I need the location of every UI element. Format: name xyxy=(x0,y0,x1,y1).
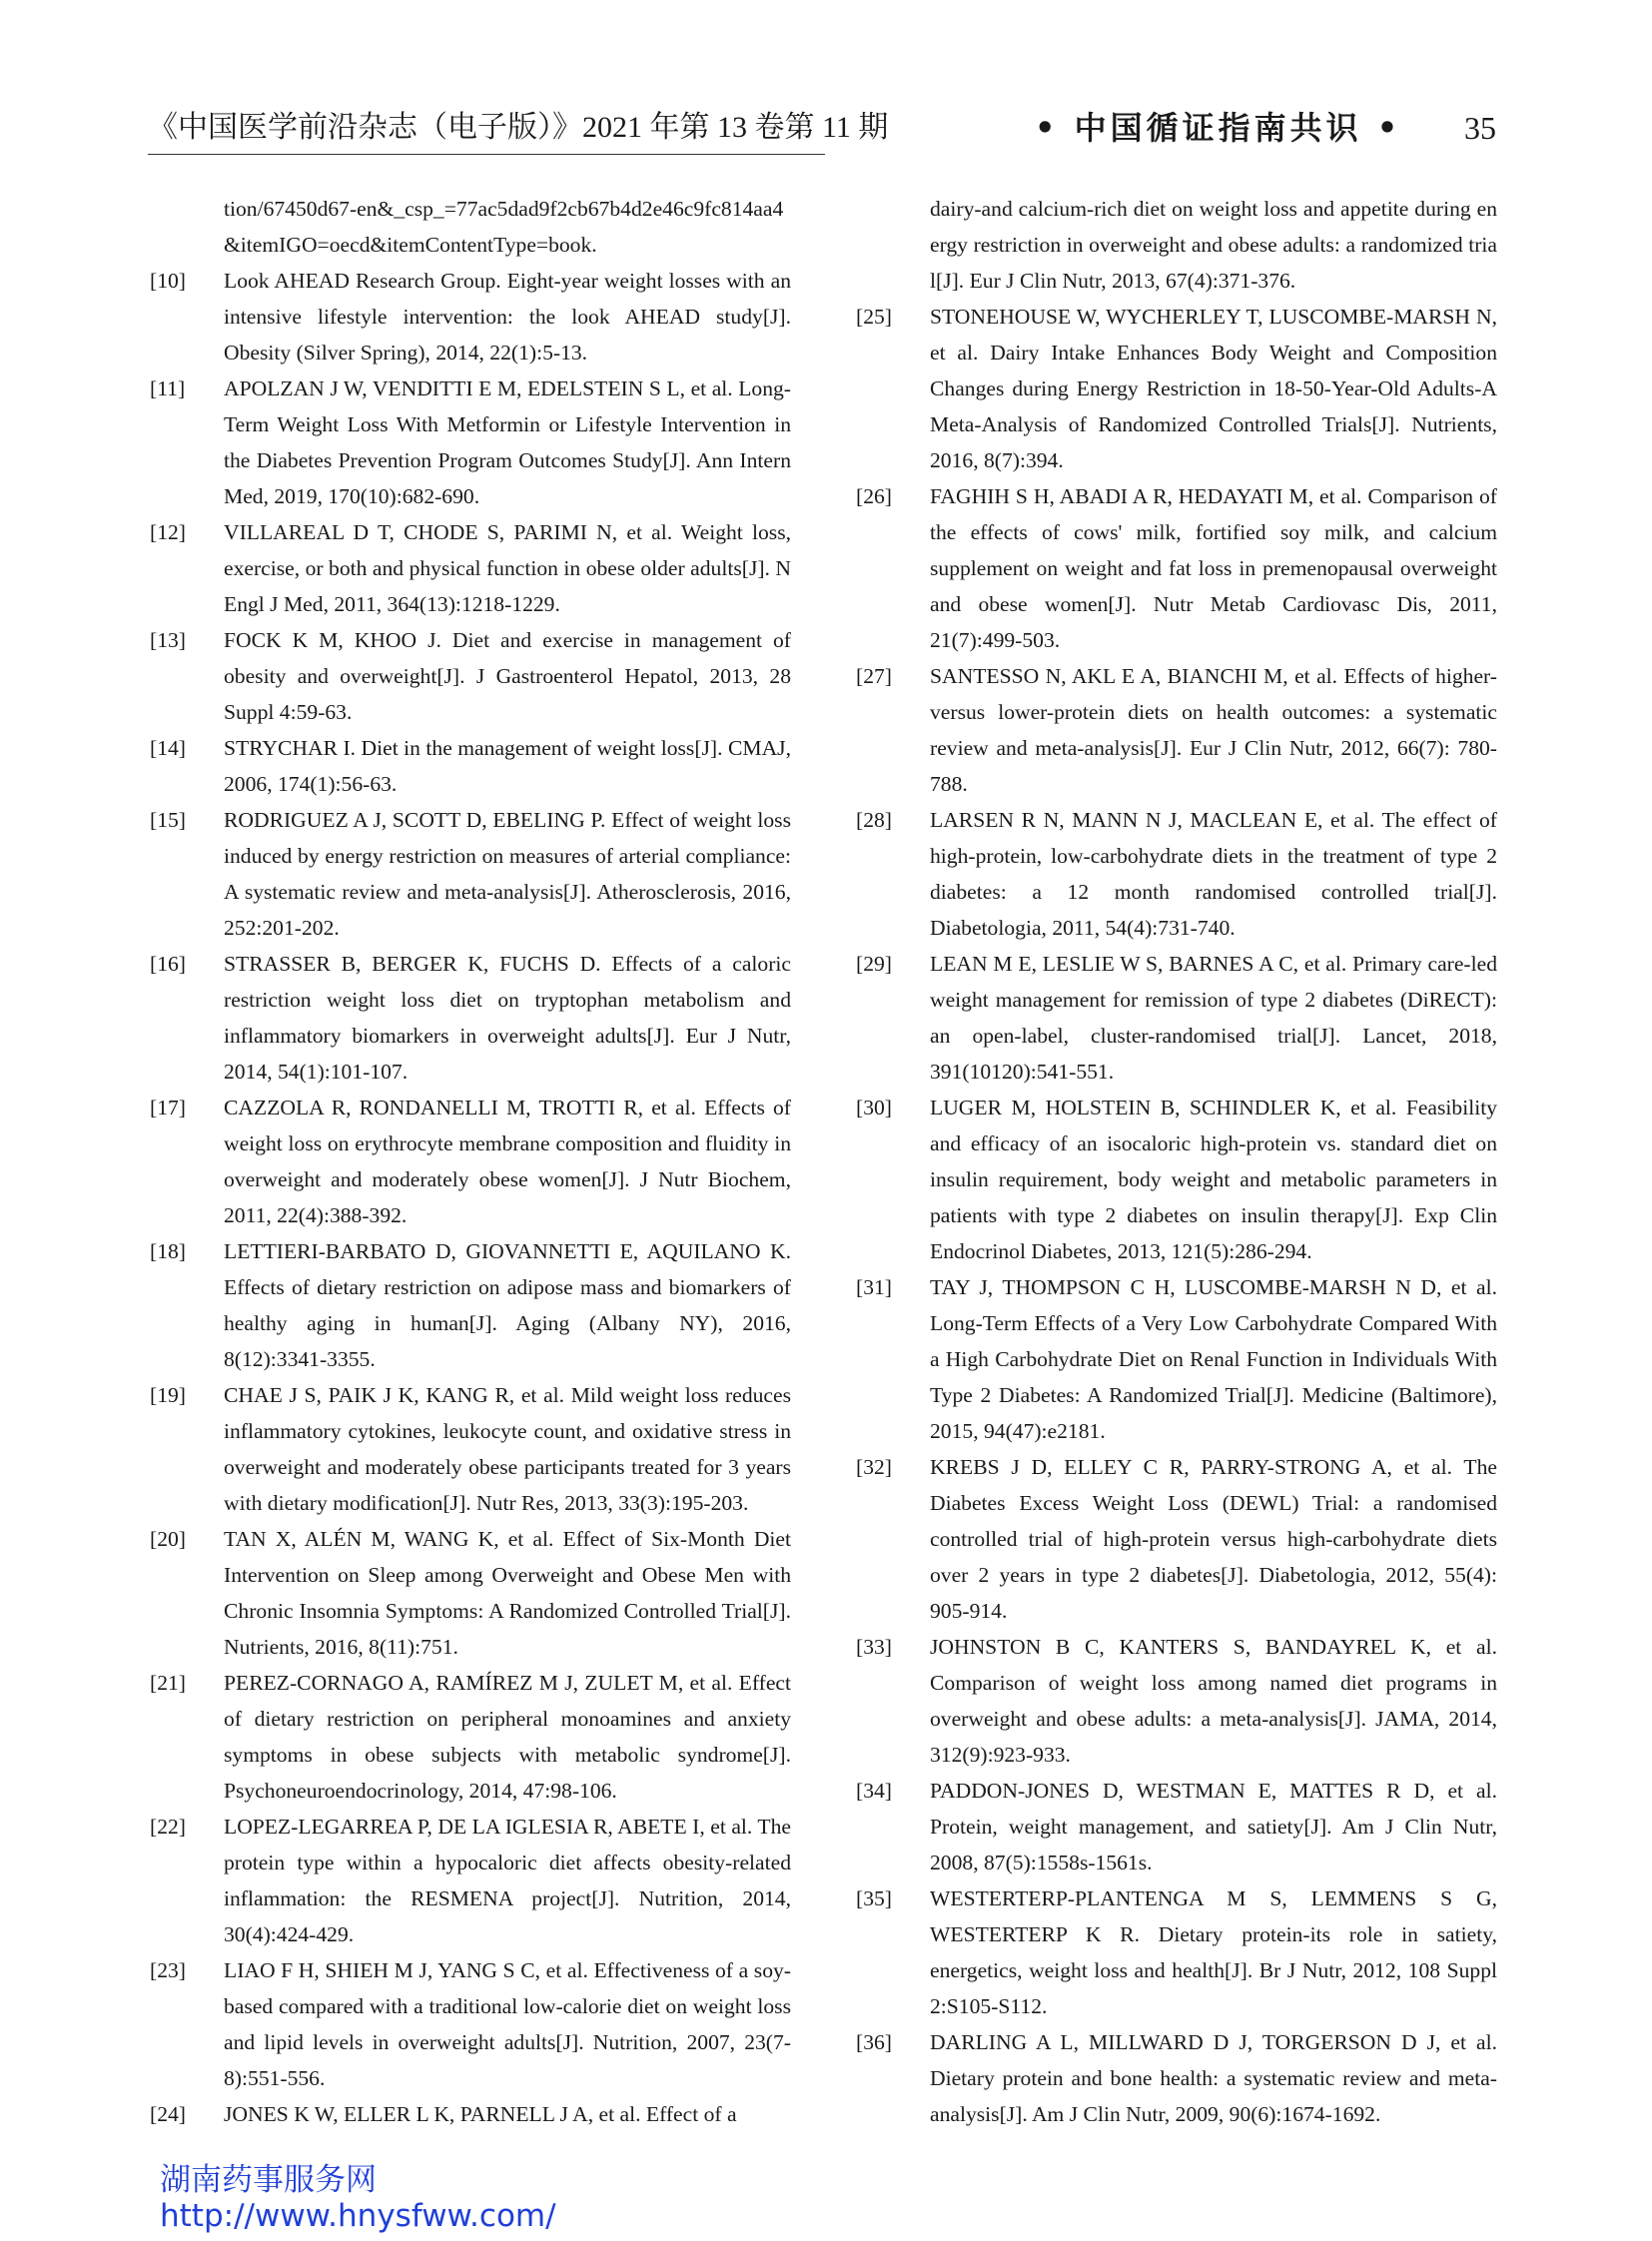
reference-number: [24] xyxy=(150,2102,186,2126)
reference-text: LEAN M E, LESLIE W S, BARNES A C, et al. Primary care-led weight management for remission of type 2 diabetes (DiRECT): an open-label, cluster-randomised trial[J]. Lancet, 2018, 391(10120):541-551. xyxy=(930,952,1497,1084)
reference-item xyxy=(854,1773,1497,1880)
reference-item xyxy=(854,802,1497,946)
reference-number: [30] xyxy=(856,1096,892,1120)
reference-number: [34] xyxy=(856,1779,892,1803)
reference-number: [35] xyxy=(856,1886,892,1910)
reference-number: [32] xyxy=(856,1455,892,1479)
reference-item xyxy=(148,1090,791,1233)
reference-number: [25] xyxy=(856,305,892,329)
reference-number: [21] xyxy=(150,1671,186,1695)
left-column xyxy=(148,191,791,2132)
reference-text: LARSEN R N, MANN N J, MACLEAN E, et al. The effect of high-protein, low-carbohydrate diets in the treatment of type 2 diabetes: a 12 month randomised controlled trial[J]. Diabetologia, 2011, 54(4):731-740. xyxy=(930,808,1497,940)
reference-text: LETTIERI-BARBATO D, GIOVANNETTI E, AQUILANO K. Effects of dietary restriction on adipose mass and biomarkers of healthy aging in human[J]. Aging (Albany NY), 2016, 8(12):3341-3355. xyxy=(224,1239,791,1371)
reference-number: [11] xyxy=(150,376,186,400)
reference-text: WESTERTERP-PLANTENGA M S, LEMMENS S G, WESTERTERP K R. Dietary protein-its role in satiety, energetics, weight loss and health[J]. Br J Nutr, 2012, 108 Suppl 2:S105-S112. xyxy=(930,1886,1497,2018)
reference-text: PADDON-JONES D, WESTMAN E, MATTES R D, et al. Protein, weight management, and satiety[J]. Am J Clin Nutr, 2008, 87(5):1558s-1561s. xyxy=(930,1779,1497,1874)
reference-number: [33] xyxy=(856,1635,892,1659)
reference-number: [22] xyxy=(150,1815,186,1839)
reference-text: LOPEZ-LEGARREA P, DE LA IGLESIA R, ABETE I, et al. The protein type within a hypocaloric diet affects obesity-related inflammation: the RESMENA project[J]. Nutrition, 2014, 30(4):424-429. xyxy=(224,1815,791,1946)
reference-text: TAN X, ALÉN M, WANG K, et al. Effect of Six-Month Diet Intervention on Sleep among Overweight and Obese Men with Chronic Insomnia Symptoms: A Randomized Controlled Trial[J]. Nutrients, 2016, 8(11):751. xyxy=(224,1527,791,1659)
reference-item xyxy=(148,371,791,514)
reference-text: LIAO F H, SHIEH M J, YANG S C, et al. Effectiveness of a soy-based compared with a traditional low-calorie diet on weight loss and lipid levels in overweight adults[J]. Nutrition, 2007, 23(7-8):551-556. xyxy=(224,1958,791,2090)
reference-item xyxy=(148,263,791,371)
reference-text: JONES K W, ELLER L K, PARNELL J A, et al. Effect of a xyxy=(224,2102,737,2126)
reference-item xyxy=(148,1377,791,1521)
reference-number: [14] xyxy=(150,736,186,760)
reference-list-right xyxy=(854,299,1497,2132)
reference-text: KREBS J D, ELLEY C R, PARRY-STRONG A, et al. The Diabetes Excess Weight Loss (DEWL) Trial: a randomised controlled trial of high-protein versus high-carbohydrate diets over 2 years in type 2 diabetes[J]. Diabetologia, 2012, 55(4): 905-914. xyxy=(930,1455,1497,1623)
reference-item xyxy=(148,514,791,622)
reference-number: [26] xyxy=(856,484,892,508)
reference-number: [29] xyxy=(856,952,892,976)
reference-number: [28] xyxy=(856,808,892,832)
reference-text: TAY J, THOMPSON C H, LUSCOMBE-MARSH N D, et al. Long-Term Effects of a Very Low Carbohydrate Compared With a High Carbohydrate Diet on Renal Function in Individuals With Type 2 Diabetes: A Randomized Trial[J]. Medicine (Baltimore), 2015, 94(47):e2181. xyxy=(930,1275,1497,1443)
reference-item xyxy=(854,299,1497,478)
reference-item xyxy=(148,1233,791,1377)
reference-number: [36] xyxy=(856,2030,892,2054)
reference-text: STONEHOUSE W, WYCHERLEY T, LUSCOMBE-MARSH N, et al. Dairy Intake Enhances Body Weight and Composition Changes during Energy Restriction in 18-50-Year-Old Adults-A Meta-Analysis of Randomized Controlled Trials[J]. Nutrients, 2016, 8(7):394. xyxy=(930,305,1497,472)
section-title: • 中国循证指南共识 • xyxy=(1035,109,1402,147)
reference-text: LUGER M, HOLSTEIN B, SCHINDLER K, et al. Feasibility and efficacy of an isocaloric high-protein vs. standard diet on insulin requirement, body weight and metabolic parameters in patients with type 2 diabetes on insulin therapy[J]. Exp Clin Endocrinol Diabetes, 2013, 121(5):286-294. xyxy=(930,1096,1497,1263)
reference-number: [10] xyxy=(150,269,186,293)
reference-text: STRYCHAR I. Diet in the management of weight loss[J]. CMAJ, 2006, 174(1):56-63. xyxy=(224,736,791,796)
reference-item xyxy=(148,1809,791,1952)
reference-text: DARLING A L, MILLWARD D J, TORGERSON D J, et al. Dietary protein and bone health: a systematic review and meta-analysis[J]. Am J Clin Nutr, 2009, 90(6):1674-1692. xyxy=(930,2030,1497,2126)
watermark-name: 湖南药事服务网 xyxy=(160,2162,377,2198)
reference-item xyxy=(854,946,1497,1090)
reference-text: CHAE J S, PAIK J K, KANG R, et al. Mild weight loss reduces inflammatory cytokines, leukocyte count, and oxidative stress in overweight and moderately obese participants treated for 3 years with dietary modification[J]. Nutr Res, 2013, 33(3):195-203. xyxy=(224,1383,791,1515)
reference-text: STRASSER B, BERGER K, FUCHS D. Effects of a caloric restriction weight loss diet on tryptophan metabolism and inflammatory biomarkers in overweight adults[J]. Eur J Nutr, 2014, 54(1):101-107. xyxy=(224,952,791,1084)
page-header xyxy=(148,108,1496,158)
reference-item xyxy=(148,1521,791,1665)
reference-number: [13] xyxy=(150,628,186,652)
reference-number: [16] xyxy=(150,952,186,976)
reference-item xyxy=(854,1880,1497,2024)
reference-item xyxy=(148,802,791,946)
reference-item xyxy=(148,622,791,730)
reference-item xyxy=(854,1449,1497,1629)
header-rule xyxy=(148,154,825,155)
reference-item xyxy=(854,658,1497,802)
reference-item xyxy=(854,1269,1497,1449)
reference-item xyxy=(854,2024,1497,2132)
page-number: 35 xyxy=(1464,110,1496,146)
reference-text: FAGHIH S H, ABADI A R, HEDAYATI M, et al. Comparison of the effects of cows' milk, fortified soy milk, and calcium supplement on weight and fat loss in premenopausal overweight and obese women[J]. Nutr Metab Cardiovasc Dis, 2011, 21(7):499-503. xyxy=(930,484,1497,652)
reference-text: CAZZOLA R, RONDANELLI M, TROTTI R, et al. Effects of weight loss on erythrocyte membrane composition and fluidity in overweight and moderately obese women[J]. J Nutr Biochem, 2011, 22(4):388-392. xyxy=(224,1096,791,1227)
reference-item xyxy=(854,1090,1497,1269)
reference-number: [15] xyxy=(150,808,186,832)
reference-text: SANTESSO N, AKL E A, BIANCHI M, et al. Effects of higher- versus lower-protein diets on health outcomes: a systematic review and meta-analysis[J]. Eur J Clin Nutr, 2012, 66(7): 780-788. xyxy=(930,664,1497,796)
reference-number: [12] xyxy=(150,520,186,544)
reference-number: [18] xyxy=(150,1239,186,1263)
reference-number: [20] xyxy=(150,1527,186,1551)
reference-item xyxy=(148,946,791,1090)
watermark-url[interactable]: http://www.hnysfww.com/ xyxy=(160,2198,556,2234)
reference-text: JOHNSTON B C, KANTERS S, BANDAYREL K, et al. Comparison of weight loss among named diet programs in overweight and obese adults: a meta-analysis[J]. JAMA, 2014, 312(9):923-933. xyxy=(930,1635,1497,1767)
reference-text: Look AHEAD Research Group. Eight-year weight losses with an intensive lifestyle intervention: the look AHEAD study[J]. Obesity (Silver Spring), 2014, 22(1):5-13. xyxy=(224,269,791,365)
reference-number: [23] xyxy=(150,1958,186,1982)
reference-text: APOLZAN J W, VENDITTI E M, EDELSTEIN S L, et al. Long-Term Weight Loss With Metformin or Lifestyle Intervention in the Diabetes Prevention Program Outcomes Study[J]. Ann Intern Med, 2019, 170(10):682-690. xyxy=(224,376,791,508)
reference-item xyxy=(148,730,791,802)
reference-continuation: tion/67450d67-en&_csp_=77ac5dad9f2cb67b4d2e46c9fc814aa4&itemIGO=oecd&itemContentType=book. xyxy=(224,197,784,257)
reference-number: [27] xyxy=(856,664,892,688)
reference-item xyxy=(854,478,1497,658)
reference-text: RODRIGUEZ A J, SCOTT D, EBELING P. Effect of weight loss induced by energy restriction on measures of arterial compliance: A systematic review and meta-analysis[J]. Atherosclerosis, 2016, 252:201-202. xyxy=(224,808,791,940)
reference-number: [17] xyxy=(150,1096,186,1120)
reference-list-left xyxy=(148,263,791,2132)
reference-item xyxy=(148,2096,791,2132)
reference-number: [19] xyxy=(150,1383,186,1407)
right-column xyxy=(854,191,1497,2132)
reference-text: VILLAREAL D T, CHODE S, PARIMI N, et al. Weight loss, exercise, or both and physical function in obese older adults[J]. N Engl J Med, 2011, 364(13):1218-1229. xyxy=(224,520,791,616)
journal-title: 《中国医学前沿杂志（电子版）》2021 年第 13 卷第 11 期 xyxy=(148,111,889,144)
reference-item xyxy=(854,1629,1497,1773)
reference-text: PEREZ-CORNAGO A, RAMÍREZ M J, ZULET M, et al. Effect of dietary restriction on peripheral monoamines and anxiety symptoms in obese subjects with metabolic syndrome[J]. Psychoneuroendocrinology, 2014, 47:98-106. xyxy=(224,1671,791,1803)
reference-number: [31] xyxy=(856,1275,892,1299)
reference-item xyxy=(148,1952,791,2096)
reference-continuation: dairy-and calcium-rich diet on weight loss and appetite during energy restriction in overweight and obese adults: a randomized trial[J]. Eur J Clin Nutr, 2013, 67(4):371-376. xyxy=(930,197,1497,293)
reference-text: FOCK K M, KHOO J. Diet and exercise in management of obesity and overweight[J]. J Gastroenterol Hepatol, 2013, 28 Suppl 4:59-63. xyxy=(224,628,791,724)
reference-item xyxy=(148,1665,791,1809)
